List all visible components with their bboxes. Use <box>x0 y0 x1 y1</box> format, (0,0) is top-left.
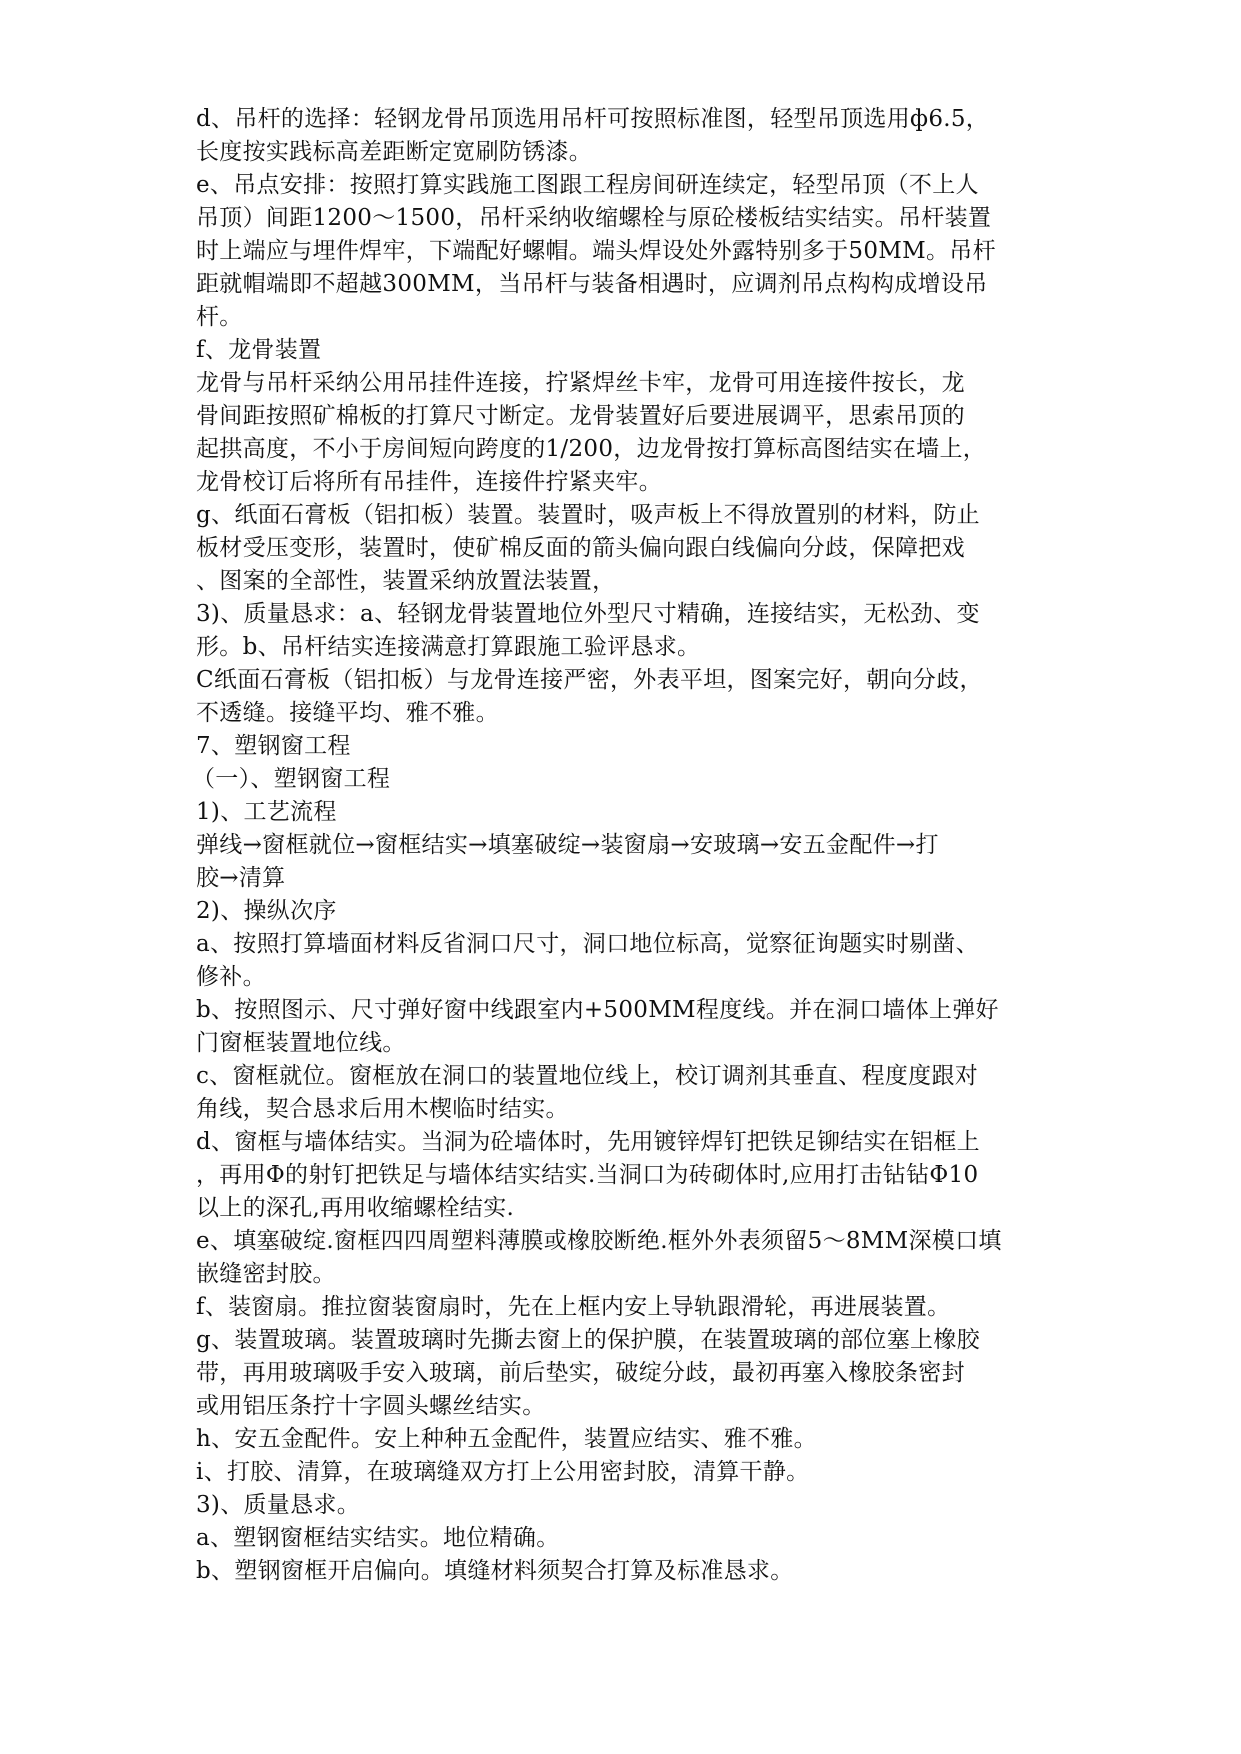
text-line: 带，再用玻璃吸手安入玻璃，前后垫实，破绽分歧，最初再塞入橡胶条密封 <box>196 1360 965 1386</box>
text-line: 龙骨与吊杆采纳公用吊挂件连接，拧紧焊丝卡牢，龙骨可用连接件按长，龙 <box>196 370 965 396</box>
section-heading: 2)、操纵次序 <box>196 898 337 924</box>
subsection-heading: （一）、塑钢窗工程 <box>192 766 391 792</box>
text-line: C纸面石膏板（铝扣板）与龙骨连接严密，外表平坦，图案完好，朝向分歧， <box>196 667 983 693</box>
text-line: 距就帽端即不超越300MM，当吊杆与装备相遇时，应调剂吊点构构成增设吊 <box>196 271 988 297</box>
text-line: 或用铝压条拧十字圆头螺丝结实。 <box>196 1393 546 1419</box>
text-line: b、按照图示、尺寸弹好窗中线跟室内+500MM程度线。并在洞口墙体上弹好 <box>196 997 999 1023</box>
text-line: h、安五金配件。安上种种五金配件，装置应结实、雅不雅。 <box>196 1426 817 1452</box>
text-line: 角线，契合恳求后用木楔临时结实。 <box>196 1096 569 1122</box>
text-line: 门窗框装置地位线。 <box>196 1030 406 1056</box>
section-heading: 3)、质量恳求。 <box>196 1492 361 1518</box>
text-line: 不透缝。接缝平均、雅不雅。 <box>196 700 499 726</box>
text-line: i、打胶、清算，在玻璃缝双方打上公用密封胶，清算干静。 <box>196 1459 810 1485</box>
document-body <box>192 103 1056 1588</box>
text-line: 以上的深孔,再用收缩螺栓结实. <box>196 1195 515 1221</box>
text-line: 嵌缝密封胶。 <box>196 1261 336 1287</box>
text-line: 时上端应与埋件焊牢，下端配好螺帽。端头焊设处外露特别多于50MM。吊杆 <box>196 238 996 264</box>
text-line: 形。b、吊杆结实连接满意打算跟施工验评恳求。 <box>196 634 701 660</box>
text-line: ，再用Φ的射钉把铁足与墙体结实结实.当洞口为砖砌体时,应用打击钻钻Φ10 <box>196 1162 979 1188</box>
text-line: 弹线→窗框就位→窗框结实→填塞破绽→装窗扇→安玻璃→安五金配件→打 <box>196 832 939 858</box>
section-heading: 7、塑钢窗工程 <box>196 733 351 759</box>
text-line: b、塑钢窗框开启偏向。填缝材料须契合打算及标准恳求。 <box>196 1558 794 1584</box>
text-line: c、窗框就位。窗框放在洞口的装置地位线上，校订调剂其垂直、程度度跟对 <box>196 1063 979 1089</box>
text-line: d、窗框与墙体结实。当洞为砼墙体时，先用镀锌焊钉把铁足铆结实在铝框上 <box>196 1129 980 1155</box>
text-line: 杆。 <box>196 304 243 330</box>
text-line: 修补。 <box>196 964 266 990</box>
text-line: 长度按实践标高差距断定宽刷防锈漆。 <box>196 139 593 165</box>
text-line: 吊顶）间距1200～1500，吊杆采纳收缩螺栓与原砼楼板结实结实。吊杆装置 <box>196 205 992 231</box>
text-line: f、装窗扇。推拉窗装窗扇时，先在上框内安上导轨跟滑轮，再进展装置。 <box>196 1294 951 1320</box>
text-line: 3)、质量恳求：a、轻钢龙骨装置地位外型尺寸精确，连接结实，无松劲、变 <box>196 601 980 627</box>
text-line: a、塑钢窗框结实结实。地位精确。 <box>196 1525 560 1551</box>
text-line: e、填塞破绽.窗框四四周塑料薄膜或橡胶断绝.框外外表须留5～8MM深模口填 <box>196 1228 1002 1254</box>
text-line: g、纸面石膏板（铝扣板）装置。装置时，吸声板上不得放置别的材料，防止 <box>196 502 980 528</box>
text-line: 骨间距按照矿棉板的打算尺寸断定。龙骨装置好后要进展调平，思索吊顶的 <box>196 403 965 429</box>
text-line: a、按照打算墙面材料反省洞口尺寸，洞口地位标高，觉察征询题实时剔凿、 <box>196 931 979 957</box>
text-line: e、吊点安排：按照打算实践施工图跟工程房间研连续定，轻型吊顶（不上人 <box>196 172 979 198</box>
text-line: 、图案的全部性，装置采纳放置法装置， <box>196 568 616 594</box>
text-line: g、装置玻璃。装置玻璃时先撕去窗上的保护膜，在装置玻璃的部位塞上橡胶 <box>196 1327 980 1353</box>
text-line: 龙骨校订后将所有吊挂件，连接件拧紧夹牢。 <box>196 469 662 495</box>
text-line: 起拱高度，不小于房间短向跨度的1/200，边龙骨按打算标高图结实在墙上， <box>196 436 987 462</box>
text-line: 板材受压变形，装置时，使矿棉反面的箭头偏向跟白线偏向分歧，保障把戏 <box>196 535 965 561</box>
text-line: 胶→清算 <box>196 865 286 891</box>
text-line: d、吊杆的选择：轻钢龙骨吊顶选用吊杆可按照标准图，轻型吊顶选用ф6.5， <box>196 106 990 132</box>
section-heading: f、龙骨装置 <box>196 337 322 363</box>
section-heading: 1)、工艺流程 <box>196 799 337 825</box>
